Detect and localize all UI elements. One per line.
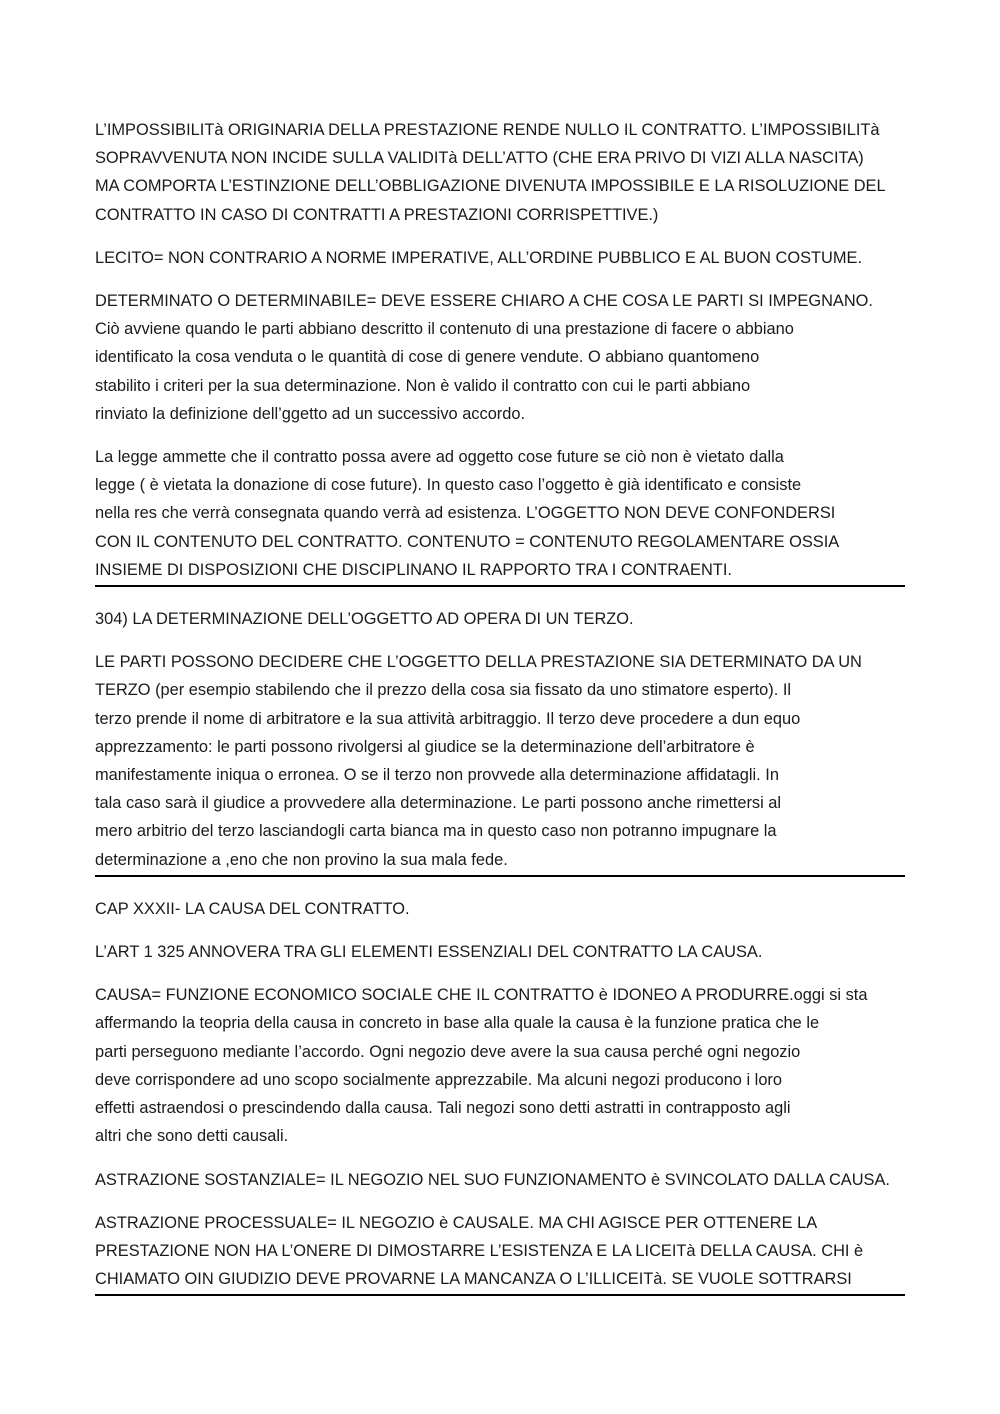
text-line: LECITO= NON CONTRARIO A NORME IMPERATIVE, ALL’ORDINE PUBBLICO E AL BUON COSTUME.: [95, 248, 863, 267]
text-line: legge ( è vietata la donazione di cose future). In questo caso l’oggetto è già identificato e consiste: [95, 476, 802, 495]
document-body: [95, 116, 905, 1314]
text-line: ASTRAZIONE SOSTANZIALE= IL NEGOZIO NEL SUO FUNZIONAMENTO è SVINCOLATO DALLA CAUSA.: [95, 1170, 890, 1189]
text-line: CAUSA= FUNZIONE ECONOMICO SOCIALE CHE IL CONTRATTO è IDONEO A PRODURRE.oggi si sta: [95, 986, 868, 1005]
text-line: determinazione a ,eno che non provino la sua mala fede.: [95, 850, 508, 869]
text-line: stabilito i criteri per la sua determinazione. Non è valido il contratto con cui le parti abbiano: [95, 376, 751, 395]
text-line: manifestamente iniqua o erronea. O se il terzo non provvede alla determinazione affidatagli. In: [95, 766, 779, 785]
text-line: TERZO (per esempio stabilendo che il prezzo della cosa sia fissato da uno stimatore esperto). Il: [95, 681, 792, 700]
text-line: CHIAMATO OIN GIUDIZIO DEVE PROVARNE LA MANCANZA O L’ILLICEITà. SE VUOLE SOTTRARSI: [95, 1270, 852, 1289]
text-line: Ciò avviene quando le parti abbiano descritto il contenuto di una prestazione di facere o abbiano: [95, 320, 794, 339]
text-line: parti perseguono mediante l’accordo. Ogni negozio deve avere la sua causa perché ogni negozio: [95, 1042, 801, 1061]
text-line: DETERMINATO O DETERMINABILE= DEVE ESSERE CHIARO A CHE COSA LE PARTI SI IMPEGNANO.: [95, 292, 873, 311]
text-line: 304) LA DETERMINAZIONE DELL’OGGETTO AD OPERA DI UN TERZO.: [95, 610, 634, 629]
text-line: terzo prende il nome di arbitratore e la sua attività arbitraggio. Il terzo deve procedere a dun equo: [95, 709, 801, 728]
text-line: rinviato la definizione dell’ggetto ad un successivo accordo.: [95, 404, 526, 423]
text-line: PRESTAZIONE NON HA L’ONERE DI DIMOSTARRE L’ESISTENZA E LA LICEITà DELLA CAUSA. CHI è: [95, 1241, 864, 1260]
text-line: altri che sono detti causali.: [95, 1127, 289, 1146]
paragraph: [95, 648, 905, 874]
text-line: apprezzamento: le parti possono rivolgersi al giudice se la determinazione dell’arbitratore è: [95, 737, 755, 756]
text-line: CON IL CONTENUTO DEL CONTRATTO. CONTENUTO = CONTENUTO REGOLAMENTARE OSSIA: [95, 532, 840, 551]
paragraph: [95, 895, 905, 923]
text-line: L’ART 1 325 ANNOVERA TRA GLI ELEMENTI ESSENZIALI DEL CONTRATTO LA CAUSA.: [95, 943, 763, 962]
text-line: affermando la teopria della causa in concreto in base alla quale la causa è la funzione pratica che le: [95, 1014, 820, 1033]
text-line: nella res che verrà consegnata quando verrà ad esistenza. L’OGGETTO NON DEVE CONFONDERSI: [95, 504, 836, 523]
text-line: tala caso sarà il giudice a provvedere alla determinazione. Le parti possono anche rimettersi al: [95, 794, 782, 813]
paragraph: [95, 244, 905, 272]
text-line: effetti astraendosi o prescindendo dalla causa. Tali negozi sono detti astratti in contrapposto agli: [95, 1099, 791, 1118]
paragraph: [95, 605, 905, 633]
text-line: identificato la cosa venduta o le quantità di cose di genere vendute. O abbiano quantomeno: [95, 348, 760, 367]
text-line: ASTRAZIONE PROCESSUALE= IL NEGOZIO è CAUSALE. MA CHI AGISCE PER OTTENERE LA: [95, 1213, 818, 1232]
text-line: mero arbitrio del terzo lasciandogli carta bianca ma in questo caso non potranno impugnare la: [95, 822, 777, 841]
paragraph: [95, 116, 905, 229]
text-line: deve corrispondere ad uno scopo socialmente apprezzabile. Ma alcuni negozi producono i loro: [95, 1070, 783, 1089]
paragraph: [95, 981, 905, 1150]
text-line: MA COMPORTA L’ESTINZIONE DELL’OBBLIGAZIONE DIVENUTA IMPOSSIBILE E LA RISOLUZIONE DEL: [95, 177, 886, 196]
text-line: La legge ammette che il contratto possa avere ad oggetto cose future se ciò non è vietato dalla: [95, 448, 784, 467]
paragraph: [95, 1209, 905, 1294]
paragraph: [95, 938, 905, 966]
section-divider: [95, 585, 905, 587]
text-line: INSIEME DI DISPOSIZIONI CHE DISCIPLINANO IL RAPPORTO TRA I CONTRAENTI.: [95, 560, 732, 579]
section-divider: [95, 875, 905, 877]
paragraph: [95, 443, 905, 584]
text-line: L’IMPOSSIBILITà ORIGINARIA DELLA PRESTAZIONE RENDE NULLO IL CONTRATTO. L’IMPOSSIBILITà: [95, 121, 880, 139]
paragraph: [95, 1166, 905, 1194]
text-line: CAP XXXII- LA CAUSA DEL CONTRATTO.: [95, 899, 410, 918]
text-line: CONTRATTO IN CASO DI CONTRATTI A PRESTAZIONI CORRISPETTIVE.): [95, 205, 659, 224]
paragraph: [95, 287, 905, 428]
section-divider: [95, 1294, 905, 1296]
text-line: SOPRAVVENUTA NON INCIDE SULLA VALIDITà DELL’ATTO (CHE ERA PRIVO DI VIZI ALLA NASCITA): [95, 149, 864, 168]
text-line: LE PARTI POSSONO DECIDERE CHE L’OGGETTO DELLA PRESTAZIONE SIA DETERMINATO DA UN: [95, 653, 862, 672]
